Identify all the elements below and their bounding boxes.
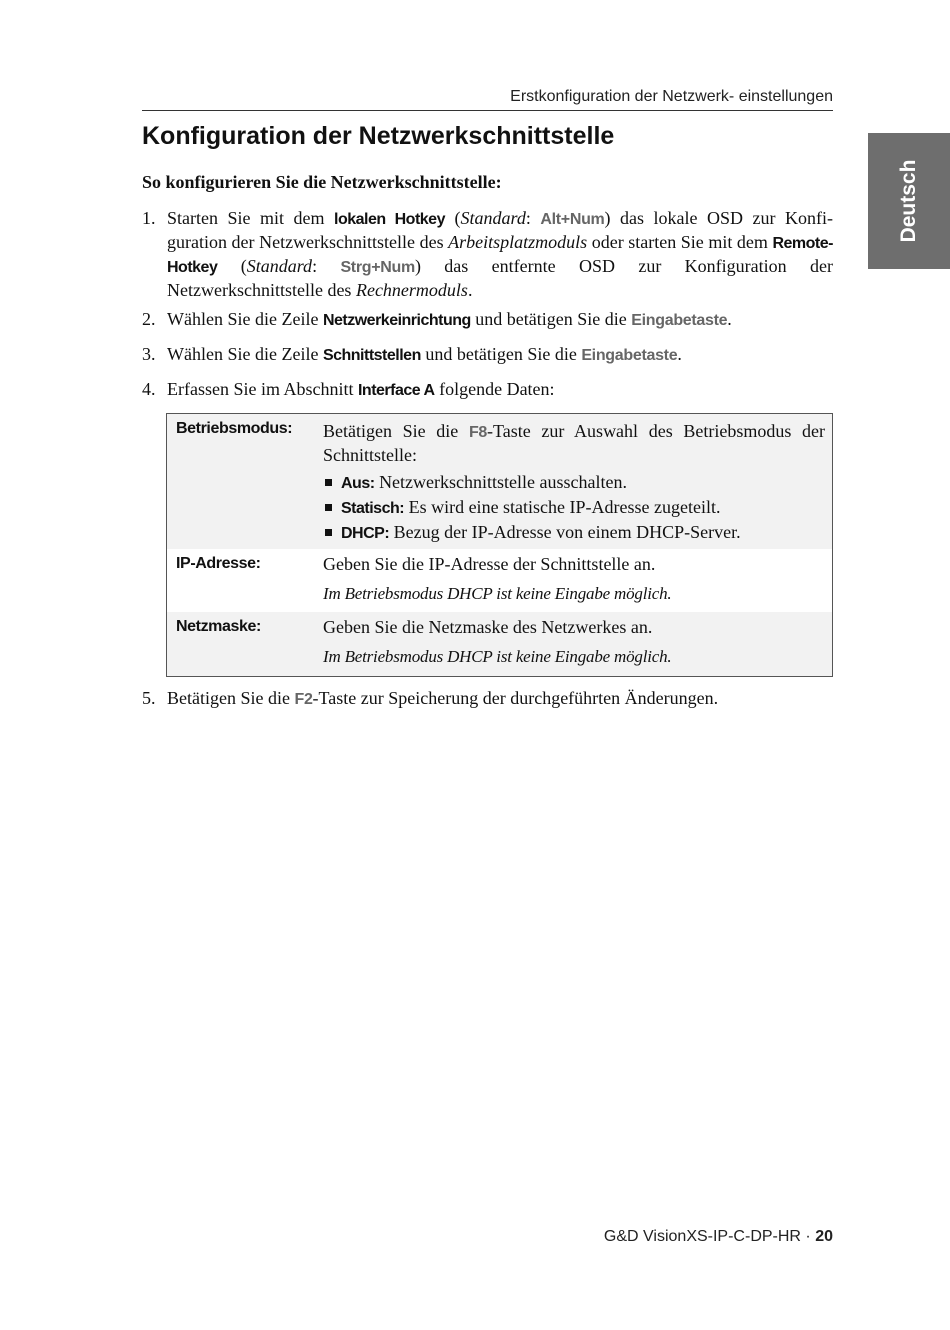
row-note: Im Betriebsmodus DHCP ist keine Eingabe möglich.	[323, 584, 672, 603]
step-5	[142, 687, 833, 711]
row-label: IP-Adresse:	[176, 555, 261, 572]
step-number: 3.	[142, 344, 156, 364]
row-label: Betriebsmodus:	[176, 420, 293, 437]
step-number: 2.	[142, 309, 156, 329]
step-2	[142, 308, 833, 332]
table-row-netzmaske	[167, 612, 832, 676]
bullet-icon	[325, 479, 332, 486]
step-text: Betätigen Sie die F2-Taste zur Speicherung der durchgeführten Änderungen.	[167, 688, 719, 708]
step-number: 4.	[142, 379, 156, 399]
step-text: Wählen Sie die Zeile Schnittstellen und betätigen Sie die Eingabetaste.	[167, 344, 682, 364]
key-name: F2	[294, 691, 313, 708]
step-text: Starten Sie mit dem lokalen Hotkey (Standard: Alt+Num) das lokale OSD zur Konfi- guration der Netzwerkschnittstelle des Arbeitsplatzmoduls oder starten Sie mit dem Remote-Hotkey (Standard: Strg+Num) das entfernte OSD zur Konfiguration der Netzwerkschnittstelle des Rechnermoduls.	[167, 208, 834, 300]
key-name: Eingabetaste	[631, 312, 728, 329]
header-rule	[142, 110, 833, 111]
key-name: Eingabetaste	[581, 347, 678, 364]
procedure-heading: So konfigurieren Sie die Netzwerkschnittstelle:	[142, 172, 502, 192]
row-label: Netzmaske:	[176, 618, 261, 635]
page-footer	[604, 1228, 833, 1246]
row-description: Geben Sie die Netzmaske des Netzwerkes an.	[323, 617, 653, 637]
hotkey-term: lokalen Hotkey	[334, 211, 445, 228]
row-description: Geben Sie die IP-Adresse der Schnittstelle an.	[323, 554, 656, 574]
step-number: 5.	[142, 688, 156, 708]
row-description: Betätigen Sie die F8-Taste zur Auswahl des Betriebsmodus der Schnittstelle:	[323, 421, 826, 465]
running-header: Erstkonfiguration der Netzwerk- einstellungen	[510, 88, 833, 105]
language-tab	[868, 133, 950, 269]
product-name: G&D VisionXS-IP-C-DP-HR ·	[603, 1228, 816, 1245]
step-text: Wählen Sie die Zeile Netzwerkeinrichtung und betätigen Sie die Eingabetaste.	[167, 309, 732, 329]
hotkey-term: Remote-Hotkey	[167, 235, 833, 276]
bullet-icon	[325, 529, 332, 536]
list-item: Statisch: Es wird eine statische IP-Adresse zugeteilt.	[323, 496, 720, 520]
row-note: Im Betriebsmodus DHCP ist keine Eingabe möglich.	[323, 647, 672, 666]
step-4	[142, 378, 833, 402]
step-1	[142, 207, 833, 301]
menu-term: Netzwerkeinrichtung	[322, 312, 471, 329]
bullet-icon	[325, 504, 332, 511]
step-3	[142, 343, 833, 367]
page-number: 20	[815, 1228, 833, 1245]
key-combo: Strg+Num	[340, 259, 415, 276]
language-tab-label: Deutsch	[897, 159, 920, 243]
step-number: 1.	[142, 208, 156, 228]
settings-table	[166, 413, 833, 677]
key-name: F8	[468, 424, 488, 441]
table-row-betriebsmodus	[167, 414, 832, 549]
table-row-ip-adresse	[167, 549, 832, 612]
list-item: Aus: Netzwerkschnittstelle ausschalten.	[323, 471, 627, 495]
step-text: Erfassen Sie im Abschnitt Interface A folgende Daten:	[167, 379, 555, 399]
page-title: Konfiguration der Netzwerkschnittstelle	[142, 122, 615, 150]
menu-term: Interface A	[357, 382, 435, 399]
list-item: DHCP: Bezug der IP-Adresse von einem DHCP-Server.	[323, 521, 741, 545]
key-combo: Alt+Num	[540, 211, 605, 228]
menu-term: Schnittstellen	[322, 347, 421, 364]
